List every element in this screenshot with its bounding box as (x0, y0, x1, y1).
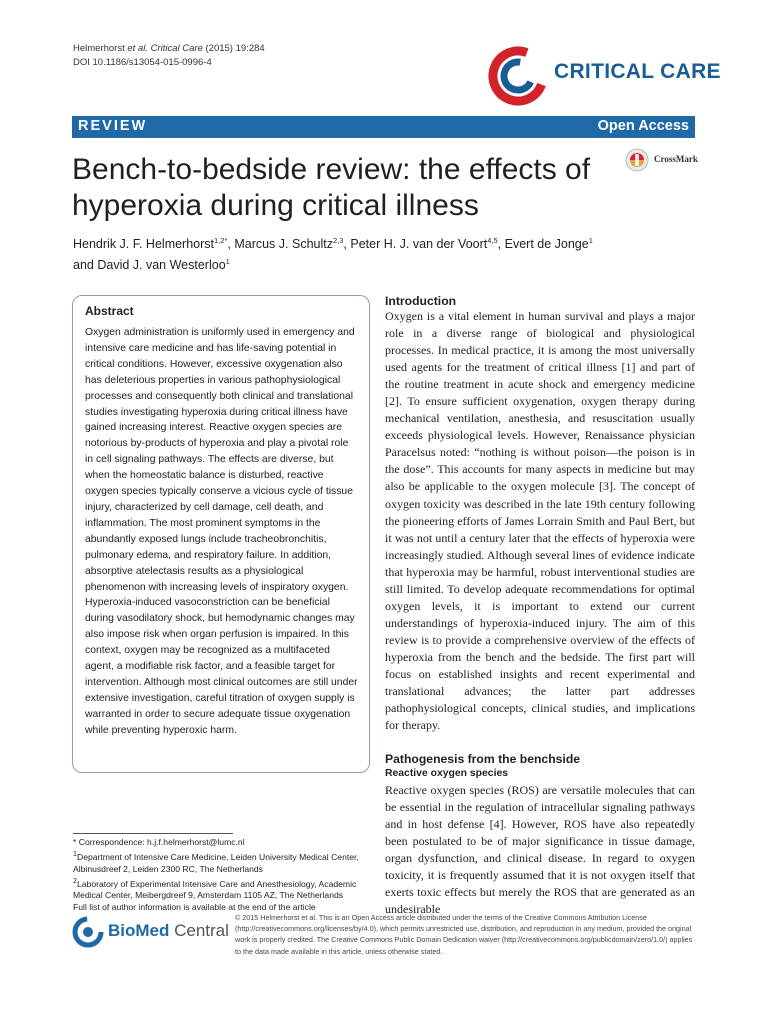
author-separator: , (227, 237, 235, 252)
correspondence[interactable]: * Correspondence: h.j.f.helmerhorst@lumc.nl (73, 837, 245, 847)
affiliation-text: Department of Intensive Care Medicine, Leiden University Medical Center, Albinusdreef 2, Leiden 2300 RC, The Netherlands (73, 851, 359, 874)
abstract-box (72, 295, 370, 773)
abstract-text: Oxygen administration is uniformly used in emergency and intensive care medicine and has life-saving potential in critical conditions. However, excessive oxygenation also has deleterious properties in various pathophysiological processes and consequently both clinical and translational studies investigating hyperoxia during critical illness have gained increasing interest. Reactive oxygen species are notorious by-products of hyperoxia and play a pivotal role in cell signaling pathways. The effects are diverse, but when the homeostatic balance is disturbed, reactive oxygen species typically conserve a vicious cycle of tissue injury, characterized by cell damage, cell death, and inflammation. The most prominent symptoms in the abundantly exposed lungs include tracheobronchitis, pulmonary edema, and respiratory failure. In addition, absorptive atelectasis results as a physiological phenomenon with increasing levels of inspiratory oxygen. Hyperoxia-induced vasoconstriction can be beneficial during vasodilatory shock, but hemodynamic changes may also impose risk when organ perfusion is impaired. In this context, oxygen may be recognized as a multifaceted agent, a modifiable risk factor, and a feasible target for intervention. Although most clinical outcomes are still under extensive investigation, careful titration of oxygen supply is warranted in order to secure adequate tissue oxygenation while preventing hyperoxic harm. (85, 327, 358, 736)
license-statement: © 2015 Helmerhorst et al. This is an Open Access article distributed under the terms of the Creative Commons Attribution License (http://creativecommons.org/licenses/by/4.0), which permits unrestricted use, distribution, and reproduction in any medium, provided the original work is properly credited. The Creative Commons Public Domain Dedication waiver (http://creativecommons.org/publicdomain/zero/1.0/) applies to the data made available in this article, unless otherwise stated. (235, 913, 693, 956)
affiliation-sup: 2 (73, 876, 77, 885)
biomed-central-logo[interactable] (72, 912, 229, 952)
open-access-label[interactable]: Open Access (597, 118, 689, 134)
article-title (72, 152, 612, 224)
full-author-info-note: Full list of author information is available at the end of the article (73, 902, 316, 913)
article-type-label: REVIEW (78, 118, 148, 134)
journal-logo-text: CRITICAL CARE (554, 60, 721, 83)
affiliation-1 (73, 849, 373, 876)
doi[interactable]: DOI 10.1186/s13054-015-0996-4 (73, 57, 212, 68)
author-affiliation-sup: 1 (225, 257, 230, 267)
author-separator: , (343, 237, 351, 252)
author-name[interactable]: David J. van Westerloo (97, 258, 226, 273)
introduction-text: Oxygen is a vital element in human survival and plays a major role in a diverse range of biological and physiological processes. In medical practice, it is among the most universally used agents for the treatment of critical illness [1] and part of the routine treatment in acute shock and emergency medicine [2]. To ensure sufficient oxygenation, oxygen therapy during mechanical ventilation, anesthesia, and resuscitation usually exceeds physiological levels. However, Renaissance physician Paracelsus noted: “nothing is without poison—the poison is in the dose”. This accounts for many aspects in medicine but may also be applicable to the oxygen molecule [3]. The concept of oxygen toxicity was described in the late 19th century following the pioneering efforts of James Lorrain Smith and Paul Bert, but it was not until a century later that the effects of hyperoxia were increasingly studied. Although several lines of evidence indicate that hyperoxia may be harmful, robust interventional studies are still limited. To develop adequate recommendations for optimal oxygen levels, it is important to extend our current understandings of hyperoxia-induced injury. The aim of this review is to provide a comprehensive overview of the effects of hyperoxia from the bench and the bedside. The first part will focus on established insights and recent experimental and translational advances; the latter part addresses pathophysiological concepts, clinical studies, and implications for therapy. (385, 309, 695, 733)
abstract-heading: Abstract (85, 304, 134, 318)
author-affiliation-sup: 1 (588, 236, 593, 245)
journal-logo[interactable] (486, 46, 721, 106)
author-affiliation-sup: 4,5 (487, 236, 498, 245)
crossmark-label: CrossMark (654, 154, 698, 164)
crossmark-icon (625, 148, 649, 172)
citation-authors: Helmerhorst (73, 43, 128, 54)
affiliation-text: Laboratory of Experimental Intensive Care and Anesthesiology, Academic Medical Center, Meibergdreef 9, Amsterdam 1105 AZ, The Netherlands (73, 878, 357, 901)
biomed-central-icon (72, 916, 104, 948)
bmc-light: Central (169, 921, 229, 940)
author-list (73, 232, 593, 274)
title-line-2: hyperoxia during critical illness (72, 189, 479, 222)
author-name[interactable]: Peter H. J. van der Voort (350, 237, 488, 252)
author-separator: , (497, 237, 505, 252)
author-name[interactable]: Marcus J. Schultz (234, 237, 333, 252)
pathogenesis-heading: Pathogenesis from the benchside (385, 752, 581, 766)
introduction-heading: Introduction (385, 294, 457, 308)
ros-subheading: Reactive oxygen species (385, 768, 509, 779)
citation-line (73, 42, 265, 56)
footnote-divider (73, 833, 233, 834)
biomed-central-wordmark (108, 921, 229, 941)
author-and: and (73, 258, 98, 273)
crossmark-badge[interactable] (625, 148, 700, 172)
author-affiliation-sup: 1,2* (214, 236, 228, 245)
ros-text: Reactive oxygen species (ROS) are versatile molecules that can be essential in the regulation of intracellular signaling pathways and in host defense [4]. However, ROS have also repeatedly been postulated to be of major significance in tissue damage, organ dysfunction, and clinical disease. In regard to oxygen toxicity, it is frequently assumed that it is not oxygen itself that exerts toxic effects but merely the ROS that are generated as an undesirable (385, 783, 695, 917)
affiliation-sup: 1 (73, 849, 77, 858)
title-line-1: Bench-to-bedside review: the effects of (72, 153, 591, 186)
footnotes (73, 837, 373, 914)
author-name[interactable]: Hendrik J. F. Helmerhorst (73, 237, 215, 252)
author-affiliation-sup: 2,3 (332, 236, 344, 245)
citation-volume: (2015) 19:284 (202, 43, 265, 54)
bmc-bold: BioMed (108, 921, 170, 940)
author-name[interactable]: Evert de Jonge (504, 237, 589, 252)
critical-care-logo-icon (486, 46, 552, 106)
article-type-bar (72, 116, 695, 138)
citation-journal: et al. Critical Care (127, 43, 203, 54)
citation-block (73, 42, 265, 70)
affiliation-2 (73, 876, 373, 903)
